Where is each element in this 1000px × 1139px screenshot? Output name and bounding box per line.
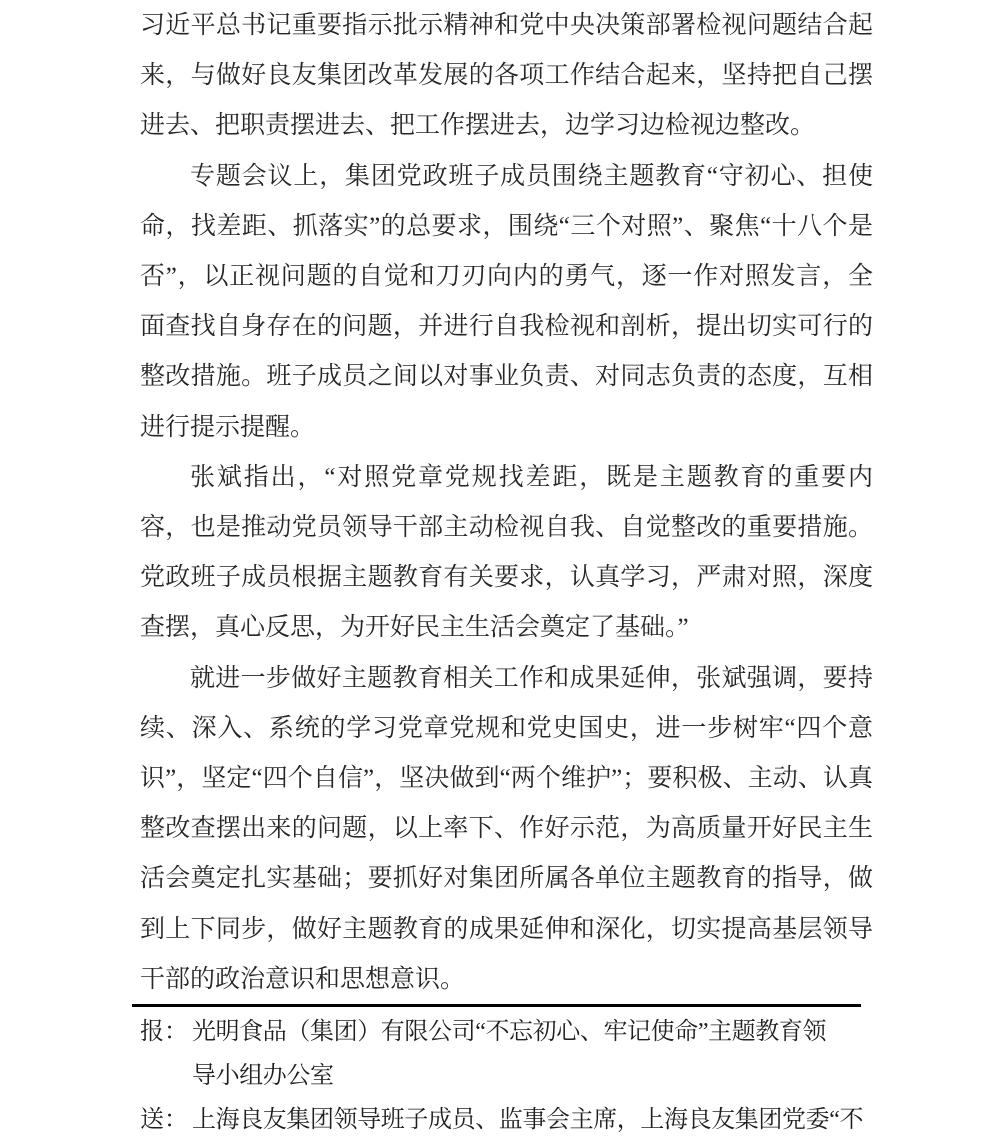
copy-to-line: 光明食品（集团）有限公司“不忘初心、牢记使命”主题教育领 [192, 1019, 827, 1045]
paragraph-continued: 习近平总书记重要指示批示精神和党中央决策部署检视问题结合起来，与做好良友集团改革发展的各项工作结合起来，坚持把自己摆进去、把职责摆进去、把工作摆进去，边学习边检视边整改。 [140, 12, 873, 140]
send-to-content [192, 1098, 885, 1139]
copy-to-label: 报： [140, 1019, 188, 1045]
send-to-label: 送： [140, 1107, 188, 1133]
paragraph: 就进一步做好主题教育相关工作和成果延伸，张斌强调，要持续、深入、系统的学习党章党规和党史国史，进一步树牢“四个意识”，坚定“四个自信”，坚决做到“两个维护”；要积极、主动、认真整改查摆出来的问题，以上率下、作好示范，为高质量开好民主生活会奠定扎实基础；要抓好对集团所属各单位主题教育的指导，做到上下同步，做好主题教育的成果延伸和深化，切实提高基层领导干部的政治意识和思想意识。 [140, 664, 873, 993]
send-to-line: 上海良友集团领导班子成员、监事会主席，上海良友集团党委“不 [192, 1107, 864, 1133]
document-body-text [140, 1, 873, 1005]
send-to-entry [140, 1098, 885, 1139]
paragraph: 专题会议上，集团党政班子成员围绕主题教育“守初心、担使命，找差距、抓落实”的总要求，围绕“三个对照”、聚焦“十八个是否”，以正视问题的自觉和刀刃向内的勇气，逐一作对照发言，全面查找自身存在的问题，并进行自我检视和剖析，提出切实可行的整改措施。班子成员之间以对事业负责、对同志负责的态度，互相进行提示提醒。 [140, 162, 873, 441]
paragraph: 张斌指出，“对照党章党规找差距，既是主题教育的重要内容，也是推动党员领导干部主动检视自我、自觉整改的重要措施。党政班子成员根据主题教育有关要求，认真学习，严肃对照，深度查摆，真心反思，为开好民主生活会奠定了基础。” [140, 463, 873, 642]
colophon-divider-line [132, 1004, 861, 1007]
copy-to-line: 导小组办公室 [192, 1063, 334, 1089]
copy-to-entry [140, 1010, 885, 1098]
colophon [140, 1010, 885, 1139]
copy-to-content [192, 1010, 885, 1098]
